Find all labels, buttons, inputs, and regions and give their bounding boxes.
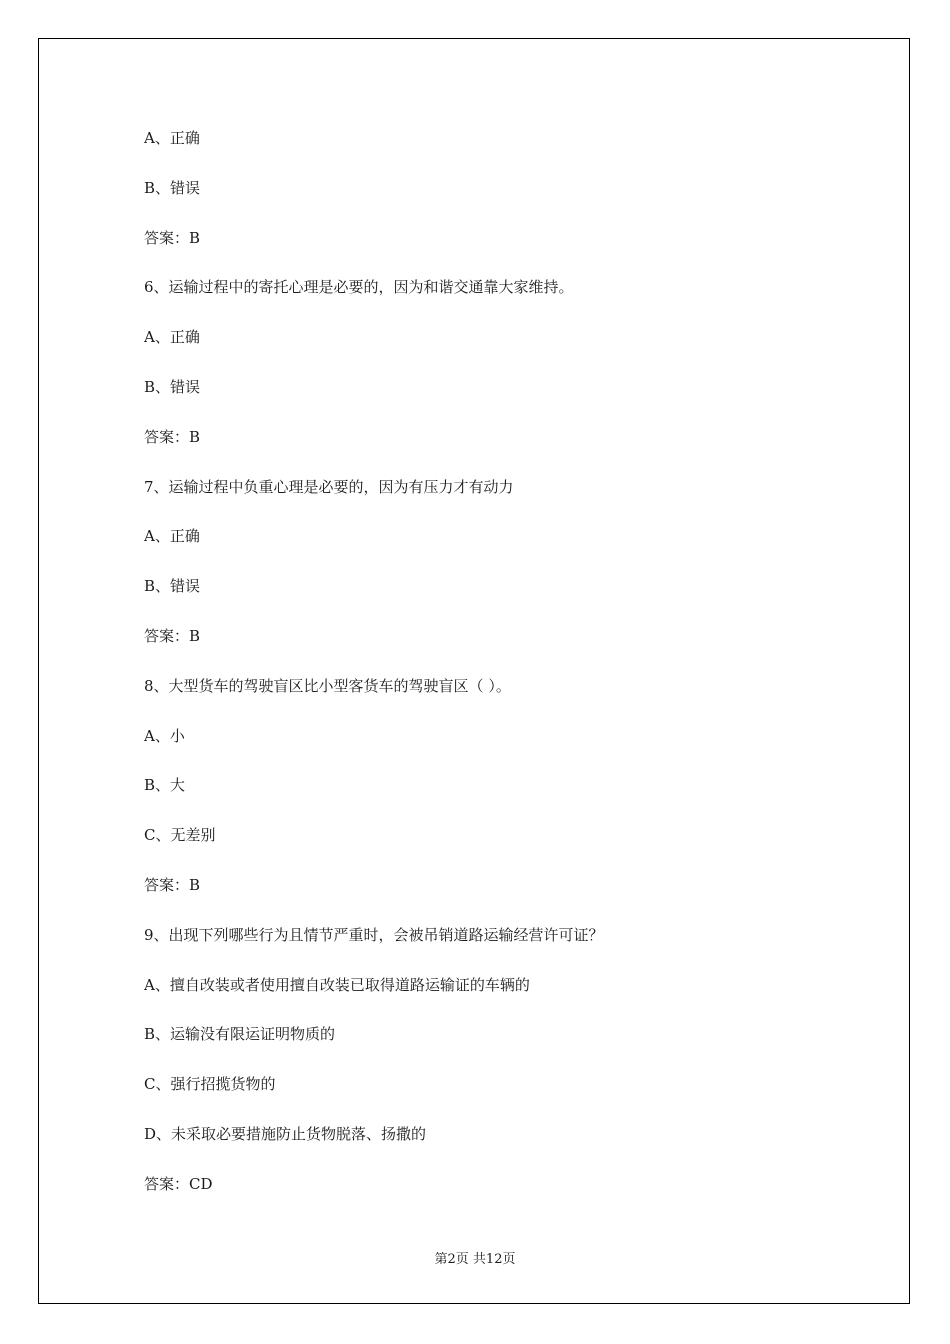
question-8: 8、大型货车的驾驶盲区比小型客货车的驾驶盲区（ ）。 bbox=[144, 676, 511, 695]
option-line: B、运输没有限运证明物质的 bbox=[144, 1025, 336, 1044]
option-line: D、未采取必要措施防止货物脱落、扬撒的 bbox=[144, 1124, 427, 1143]
option-line: B、错误 bbox=[144, 178, 201, 197]
document-body bbox=[144, 128, 844, 1224]
option-line: A、正确 bbox=[144, 527, 200, 546]
option-line: A、小 bbox=[144, 726, 185, 745]
option-line: A、擅自改装或者使用擅自改装已取得道路运输证的车辆的 bbox=[144, 975, 530, 994]
option-line: C、强行招揽货物的 bbox=[144, 1075, 276, 1094]
answer-line: 答案：B bbox=[144, 427, 201, 446]
answer-line: 答案：B bbox=[144, 228, 201, 247]
page-footer: 第2页 共12页 bbox=[434, 1252, 516, 1267]
question-9: 9、出现下列哪些行为且情节严重时，会被吊销道路运输经营许可证？ bbox=[144, 925, 604, 944]
option-line: A、正确 bbox=[144, 129, 200, 147]
option-line: A、正确 bbox=[144, 328, 200, 347]
answer-line: 答案：B bbox=[144, 626, 201, 645]
option-line: B、错误 bbox=[144, 377, 201, 396]
option-line: B、错误 bbox=[144, 577, 201, 596]
question-6: 6、运输过程中的寄托心理是必要的，因为和谐交通靠大家维持。 bbox=[144, 278, 574, 297]
answer-line: 答案：CD bbox=[144, 1174, 213, 1193]
answer-line: 答案：B bbox=[144, 875, 201, 894]
option-line: B、大 bbox=[144, 776, 186, 795]
option-line: C、无差别 bbox=[144, 826, 216, 845]
question-7: 7、运输过程中负重心理是必要的，因为有压力才有动力 bbox=[144, 477, 514, 496]
